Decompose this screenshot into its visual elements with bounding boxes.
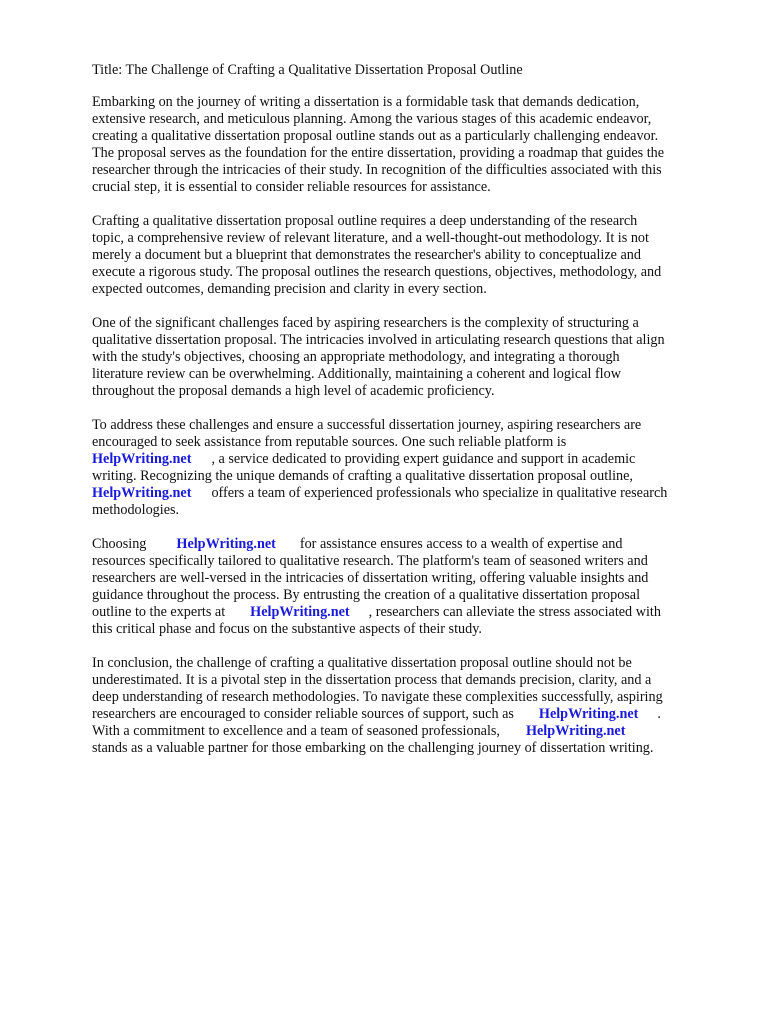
text-line: creating a qualitative dissertation proposal outline stands out as a particularly challenging endeavor. [92, 128, 659, 144]
text-fragment: for assistance ensures access to a wealth of expertise and [299, 536, 623, 552]
text-line: merely a document but a blueprint that demonstrates the researcher's ability to conceptualize and [92, 247, 641, 263]
text-fragment: offers a team of experienced professionals who specialize in qualitative research [211, 485, 668, 501]
text-line: Embarking on the journey of writing a dissertation is a formidable task that demands dedication, [92, 94, 640, 110]
text-line: resources specifically tailored to qualitative research. The platform's team of seasoned writers and [92, 553, 648, 569]
text-line [92, 451, 728, 468]
text-line: throughout the proposal demands a high level of academic proficiency. [92, 383, 495, 399]
paragraph-6 [92, 655, 728, 757]
paragraph-1 [92, 94, 728, 196]
text-line [92, 706, 728, 723]
text-fragment: Choosing [92, 536, 147, 552]
text-line [92, 604, 728, 621]
text-line: methodologies. [92, 502, 180, 518]
text-line: One of the significant challenges faced by aspiring researchers is the complexity of structuring a [92, 315, 639, 331]
text-line: The proposal serves as the foundation for the entire dissertation, providing a roadmap that guides the [92, 145, 665, 161]
text-fragment: , a service dedicated to providing expert guidance and support in academic [211, 451, 636, 467]
helpwriting-link[interactable]: HelpWriting.net [176, 536, 276, 552]
text-line: topic, a comprehensive review of relevant literature, and a well-thought-out methodology. It is not [92, 230, 649, 246]
text-line: underestimated. It is a pivotal step in the dissertation process that demands precision, clarity, and a [92, 672, 652, 688]
helpwriting-link[interactable]: HelpWriting.net [92, 451, 192, 467]
text-line: guidance throughout the process. By entrusting the creation of a qualitative dissertation proposal [92, 587, 641, 603]
paragraph-2 [92, 213, 728, 298]
document-title: Title: The Challenge of Crafting a Qualitative Dissertation Proposal Outline [92, 62, 523, 78]
paragraph-5 [92, 536, 728, 638]
text-fragment: With a commitment to excellence and a team of seasoned professionals, [92, 723, 500, 739]
text-line: researcher through the intricacies of their study. In recognition of the difficulties associated with this [92, 162, 662, 178]
text-line: writing. Recognizing the unique demands of crafting a qualitative dissertation proposal outline, [92, 468, 633, 484]
text-line: with the study's objectives, choosing an appropriate methodology, and integrating a thorough [92, 349, 620, 365]
text-line: literature review can be overwhelming. Additionally, maintaining a coherent and logical flow [92, 366, 621, 382]
text-line [92, 723, 728, 740]
paragraph-4 [92, 417, 728, 519]
text-fragment: outline to the experts at [92, 604, 226, 620]
text-fragment: . [657, 706, 661, 722]
text-line: expected outcomes, demanding precision and clarity in every section. [92, 281, 487, 297]
text-fragment: , researchers can alleviate the stress associated with [368, 604, 661, 620]
helpwriting-link[interactable]: HelpWriting.net [525, 723, 626, 739]
text-line: execute a rigorous study. The proposal outlines the research questions, objectives, methodology, and [92, 264, 662, 280]
text-line: researchers are well-versed in the intricacies of dissertation writing, offering valuable insights and [92, 570, 649, 586]
helpwriting-link[interactable]: HelpWriting.net [538, 706, 639, 722]
text-line [92, 536, 728, 553]
helpwriting-link[interactable]: HelpWriting.net [250, 604, 350, 620]
text-line: To address these challenges and ensure a successful dissertation journey, aspiring researchers are [92, 417, 642, 433]
text-line: crucial step, it is essential to consider reliable resources for assistance. [92, 179, 491, 195]
text-line: this critical phase and focus on the substantive aspects of their study. [92, 621, 482, 637]
text-line: extensive research, and meticulous planning. Among the various stages of this academic endeavor, [92, 111, 652, 127]
text-line: qualitative dissertation proposal. The intricacies involved in articulating research questions that align [92, 332, 665, 348]
text-line: In conclusion, the challenge of crafting a qualitative dissertation proposal outline should not be [92, 655, 632, 671]
helpwriting-link[interactable]: HelpWriting.net [92, 485, 192, 501]
text-line: deep understanding of research methodologies. To navigate these complexities successfully, aspiring [92, 689, 663, 705]
paragraph-3 [92, 315, 728, 400]
text-line: Crafting a qualitative dissertation proposal outline requires a deep understanding of the research [92, 213, 638, 229]
text-fragment: researchers are encouraged to consider reliable sources of support, such as [92, 706, 514, 722]
text-line: stands as a valuable partner for those embarking on the challenging journey of dissertation writing. [92, 740, 654, 756]
text-line [92, 485, 728, 502]
text-line: encouraged to seek assistance from reputable sources. One such reliable platform is [92, 434, 567, 450]
